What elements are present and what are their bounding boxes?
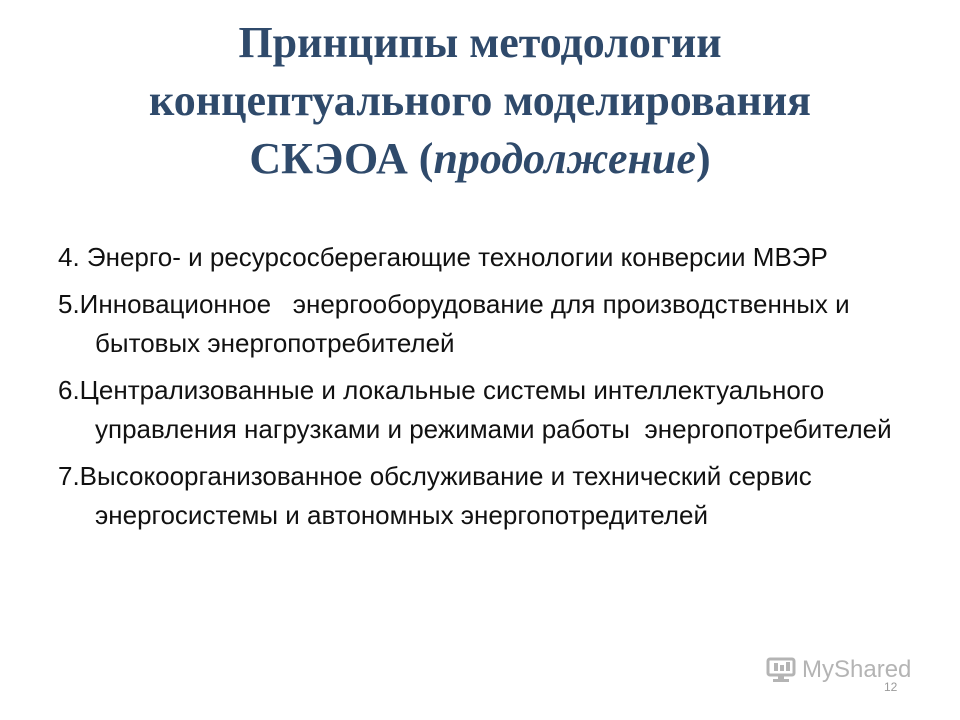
list-item-text: 6.Централизованные и локальные системы интеллектуального управления нагрузками и режимами работы энергопотребителей [58,375,892,444]
title-line-2: концептуального моделирования [149,76,811,125]
list-item [58,371,918,449]
list-item-text: 7.Высокоорганизованное обслуживание и технический сервис энергосистемы и автономных энергопотредителей [58,461,819,530]
list-item [58,285,918,363]
slide-body [58,238,918,543]
list-item [58,457,918,535]
myshared-logo-icon [766,657,796,683]
slide-title [0,14,960,188]
title-line-3-suffix: ) [695,134,711,183]
title-line-1: Принципы методологии [238,18,722,67]
watermark-text: MyShared [802,656,912,683]
title-line-3-italic: продолжение [433,134,696,183]
title-line-3-prefix: СКЭОА ( [249,134,434,183]
title-line-3 [0,130,960,188]
list-item [58,238,918,277]
list-item-text: 4. Энерго- и ресурсосберегающие технологии конверсии МВЭР [58,242,828,272]
page-number: 12 [884,680,898,694]
list-item-text: 5.Инновационное энергооборудование для производственных и бытовых энергопотребителей [58,289,857,358]
